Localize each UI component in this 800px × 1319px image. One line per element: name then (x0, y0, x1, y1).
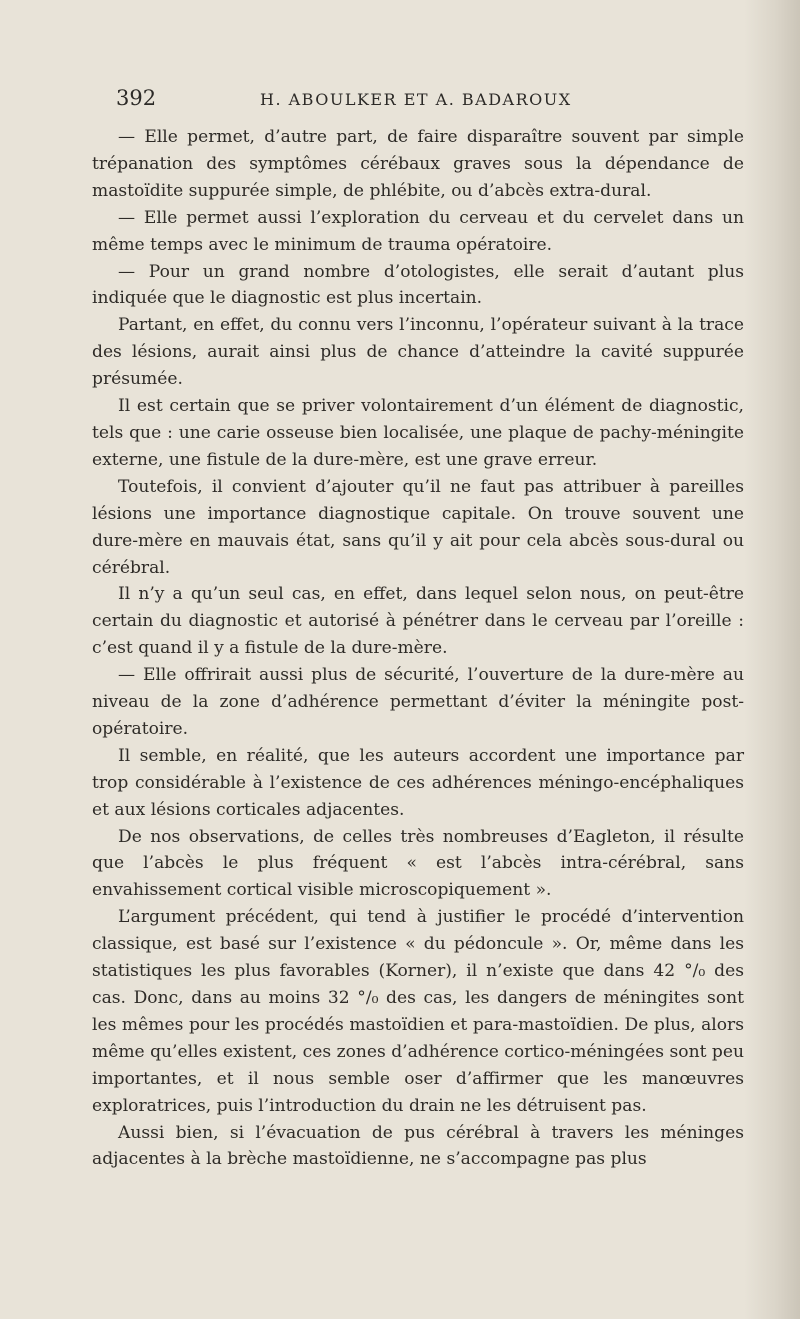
running-title: H. ABOULKER ET A. BADAROUX (260, 90, 572, 109)
page-header (116, 80, 744, 116)
paragraph: Il est certain que se priver volontairement d’un élément de diagnostic, tels que : une carie osseuse bien localisée, une plaque de pachy-méningite externe, une fistule de la dure-mère, est une grave erreur. (92, 396, 744, 470)
paragraph: — Pour un grand nombre d’otologistes, elle serait d’autant plus indiquée que le diagnostic est plus incertain. (92, 261, 744, 309)
paragraph: Il semble, en réalité, que les auteurs accordent une importance par trop considérable à l’existence de ces adhérences méningo-encéphaliques et aux lésions corticales adjacentes. (92, 745, 744, 820)
paragraph: Toutefois, il convient d’ajouter qu’il ne faut pas attribuer à pareilles lésions une importance diagnostique capitale. On trouve souvent une dure-mère en mauvais état, sans qu’il y ait pour cela abcès sous-dural ou cérébral. (92, 476, 744, 578)
paragraph: — Elle permet aussi l’exploration du cerveau et du cervelet dans un même temps avec le minimum de trauma opératoire. (92, 207, 744, 255)
paragraph: Partant, en effet, du connu vers l’inconnu, l’opérateur suivant à la trace des lésions, aurait ainsi plus de chance d’atteindre la cavité suppurée présumée. (92, 315, 744, 390)
body-text (92, 124, 744, 1173)
paragraph: L’argument précédent, qui tend à justifier le procédé d’intervention classique, est basé sur l’existence « du pédoncule ». Or, même dans les statistiques les plus favorables (Korner), il n’existe que dans 42 °/₀ des cas. Donc, dans au moins 32 °/₀ des cas, les dangers de méningites sont les mêmes pour les procédés mastoïdien et para-mastoïdien. De plus, alors même qu’elles existent, ces zones d’adhérence cortico-méningées sont peu importantes, et il nous semble oser d’affirmer que les manœuvres exploratrices, puis l’introduction du drain ne les détruisent pas. (92, 907, 744, 1116)
paragraph: — Elle offrirait aussi plus de sécurité, l’ouverture de la dure-mère au niveau de la zone d’adhérence permettant d’éviter la méningite post-opératoire. (92, 665, 744, 739)
page-number: 392 (116, 86, 157, 110)
paragraph: De nos observations, de celles très nombreuses d’Eagleton, il résulte que l’abcès le plus fréquent « est l’abcès intra-cérébral, sans envahissement cortical visible microscopiquement ». (92, 826, 744, 901)
paragraph: Il n’y a qu’un seul cas, en effet, dans lequel selon nous, on peut-être certain du diagnostic et autorisé à pénétrer dans le cerveau par l’oreille : c’est quand il y a fistule de la dure-mère. (92, 584, 744, 659)
paragraph: — Elle permet, d’autre part, de faire disparaître souvent par simple trépanation des symptômes cérébaux graves sous la dépendance de mastoïdite suppurée simple, de phlébite, ou d’abcès extra-dural. (92, 127, 744, 201)
paragraph: Aussi bien, si l’évacuation de pus cérébral à travers les méninges adjacentes à la brèche mastoïdienne, ne s’accompagne pas plus (92, 1122, 744, 1170)
